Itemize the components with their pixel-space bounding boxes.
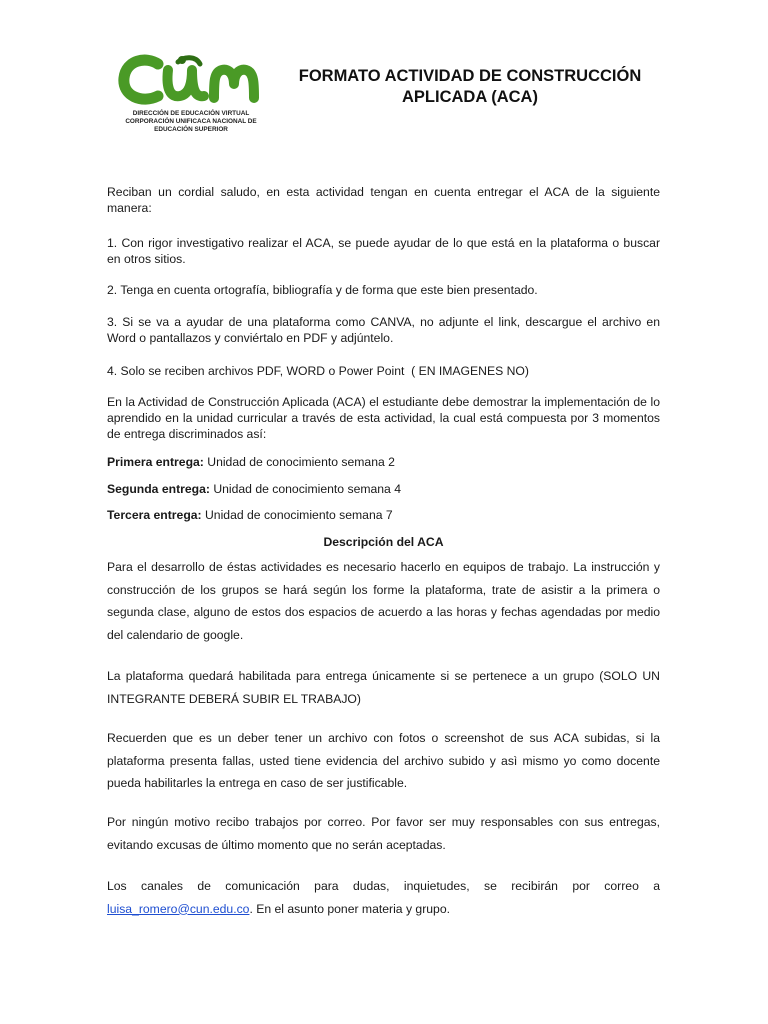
delivery-value: Unidad de conocimiento semana 2 [207, 455, 395, 469]
description-paragraph: Por ningún motivo recibo trabajos por correo. Por favor ser muy responsables con sus entregas, evitando excusas de último momento que no serán aceptadas. [107, 815, 660, 852]
logo-caption [118, 110, 264, 134]
logo-caption-line: CORPORACIÓN UNIFICACA NACIONAL DE [125, 118, 257, 125]
logo-caption-line: DIRECCIÓN DE EDUCACIÓN VIRTUAL [132, 110, 250, 117]
greeting-paragraph: Reciban un cordial saludo, en esta actividad tengan en cuenta entregar el ACA de la siguiente manera: [107, 185, 660, 215]
instruction-item: 1. Con rigor investigativo realizar el ACA, se puede ayudar de lo que está en la plataforma o buscar en otros sitios. [107, 236, 660, 266]
delivery-value: Unidad de conocimiento semana 7 [205, 508, 393, 522]
delivery-item [107, 481, 401, 497]
delivery-label: Primera entrega: [107, 455, 204, 469]
delivery-label: Segunda entrega: [107, 482, 210, 496]
instruction-item: 4. Solo se reciben archivos PDF, WORD o Power Point ( EN IMAGENES NO) [107, 364, 529, 378]
delivery-label: Tercera entrega: [107, 508, 202, 522]
title-line: FORMATO ACTIVIDAD DE CONSTRUCCIÓN [298, 67, 642, 85]
contact-paragraph [107, 875, 660, 920]
document-title [270, 66, 670, 108]
description-paragraph: La plataforma quedará habilitada para entrega únicamente si se pertenece a un grupo (SOLO UN INTEGRANTE DEBERÁ SUBIR EL TRABAJO) [107, 669, 660, 706]
title-line: APLICADA (ACA) [402, 88, 538, 106]
contact-text: Los canales de comunicación para dudas, inquietudes, se recibirán por correo a [107, 879, 660, 893]
cun-logo [118, 52, 264, 134]
instruction-item: 2. Tenga en cuenta ortografía, bibliografía y de forma que este bien presentado. [107, 283, 538, 297]
cun-logo-icon [118, 52, 262, 108]
delivery-item [107, 454, 395, 470]
instruction-item: 3. Si se va a ayudar de una plataforma como CANVA, no adjunte el link, descargue el archivo en Word o pantallazos y conviértalo en PDF y adjúntelo. [107, 315, 660, 345]
delivery-item [107, 507, 393, 523]
logo-caption-line: EDUCACIÓN SUPERIOR [154, 126, 228, 133]
description-paragraph: Recuerden que es un deber tener un archivo con fotos o screenshot de sus ACA subidas, si la plataforma presenta fallas, usted tiene evidencia del archivo subido y asì mismo yo como docente pueda habilitarles la entrega en caso de ser justificable. [107, 731, 660, 791]
email-link[interactable]: luisa_romero@cun.edu.co [107, 901, 250, 916]
section-title: Descripción del ACA [323, 535, 444, 549]
description-paragraph: Para el desarrollo de éstas actividades es necesario hacerlo en equipos de trabajo. La instrucción y construcción de los grupos se hará según los forme la plataforma, trate de asistir a la primera o segunda clase, alguno de estos dos espacios de acuerdo a las horas y fechas agendadas por medio del calendario de google. [107, 560, 660, 642]
aca-paragraph: En la Actividad de Construcción Aplicada (ACA) el estudiante debe demostrar la implementación de lo aprendido en la unidad curricular a través de esta actividad, la cual está compuesta por 3 momentos de entrega discriminados así: [107, 395, 660, 441]
contact-text: . En el asunto poner materia y grupo. [249, 901, 450, 916]
delivery-value: Unidad de conocimiento semana 4 [213, 482, 401, 496]
